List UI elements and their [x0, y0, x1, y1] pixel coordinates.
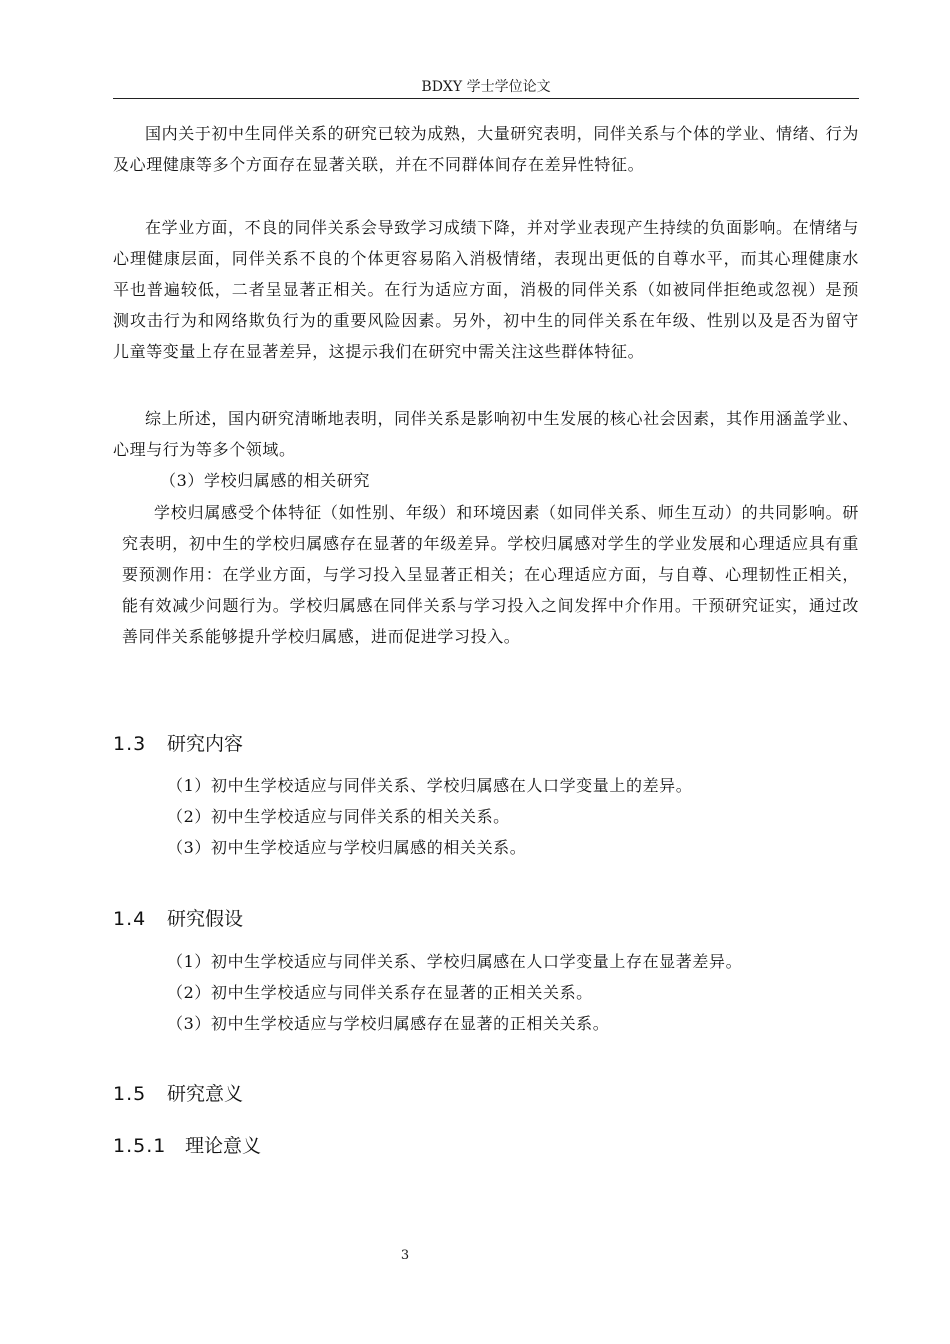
running-header: BDXY 学士学位论文 [421, 79, 551, 95]
list-item: （1）初中生学校适应与同伴关系、学校归属感在人口学变量上的差异。 [167, 776, 693, 795]
paragraph-peer-relations-overview: 国内关于初中生同伴关系的研究已较为成熟，大量研究表明，同伴关系与个体的学业、情绪、行为及心理健康等多个方面存在显著关联，并在不同群体间存在差异性特征。 [113, 124, 859, 174]
list-item: （3）初中生学校适应与学校归属感存在显著的正相关关系。 [167, 1014, 610, 1033]
section-heading-1-3 [113, 732, 243, 756]
section-number: 1.5 [113, 1083, 147, 1105]
section-number: 1.4 [113, 908, 147, 930]
research-content-list [167, 770, 692, 863]
research-hypothesis-list [167, 946, 742, 1039]
section-title-text: 研究假设 [167, 908, 244, 930]
section-heading-1-5 [113, 1082, 243, 1106]
section-title-text: 理论意义 [185, 1135, 262, 1157]
section-number: 1.3 [113, 733, 147, 755]
paragraph-summary: 综上所述，国内研究清晰地表明，同伴关系是影响初中生发展的核心社会因素，其作用涵盖学业、心理与行为等多个领域。 [113, 409, 859, 459]
paragraph-peer-relations-effects: 在学业方面，不良的同伴关系会导致学习成绩下降，并对学业表现产生持续的负面影响。在情绪与心理健康层面，同伴关系不良的个体更容易陷入消极情绪，表现出更低的自尊水平，而其心理健康水平也普遍较低，二者呈显著正相关。在行为适应方面，消极的同伴关系（如被同伴拒绝或忽视）是预测攻击行为和网络欺负行为的重要风险因素。另外，初中生的同伴关系在年级、性别以及是否为留守儿童等变量上存在显著差异，这提示我们在研究中需关注这些群体特征。 [113, 218, 859, 361]
subheading-school-belonging: （3）学校归属感的相关研究 [160, 471, 370, 490]
list-item: （1）初中生学校适应与同伴关系、学校归属感在人口学变量上存在显著差异。 [167, 952, 743, 971]
paragraph-school-belonging: 学校归属感受个体特征（如性别、年级）和环境因素（如同伴关系、师生互动）的共同影响。研究表明，初中生的学校归属感存在显著的年级差异。学校归属感对学生的学业发展和心理适应具有重要预测作用：在学业方面，与学习投入呈显著正相关；在心理适应方面，与自尊、心理韧性正相关，能有效减少问题行为。学校归属感在同伴关系与学习投入之间发挥中介作用。干预研究证实，通过改善同伴关系能够提升学校归属感，进而促进学习投入。 [122, 503, 859, 646]
section-heading-1-5-1 [113, 1134, 261, 1158]
section-number: 1.5.1 [113, 1135, 167, 1157]
list-item: （2）初中生学校适应与同伴关系存在显著的正相关关系。 [167, 983, 593, 1002]
page-number: 3 [400, 1248, 410, 1263]
list-item: （2）初中生学校适应与同伴关系的相关关系。 [167, 807, 510, 826]
section-title-text: 研究内容 [167, 733, 244, 755]
list-item: （3）初中生学校适应与学校归属感的相关关系。 [167, 838, 527, 857]
section-heading-1-4 [113, 907, 243, 931]
header-rule [113, 98, 859, 99]
section-title-text: 研究意义 [167, 1083, 244, 1105]
